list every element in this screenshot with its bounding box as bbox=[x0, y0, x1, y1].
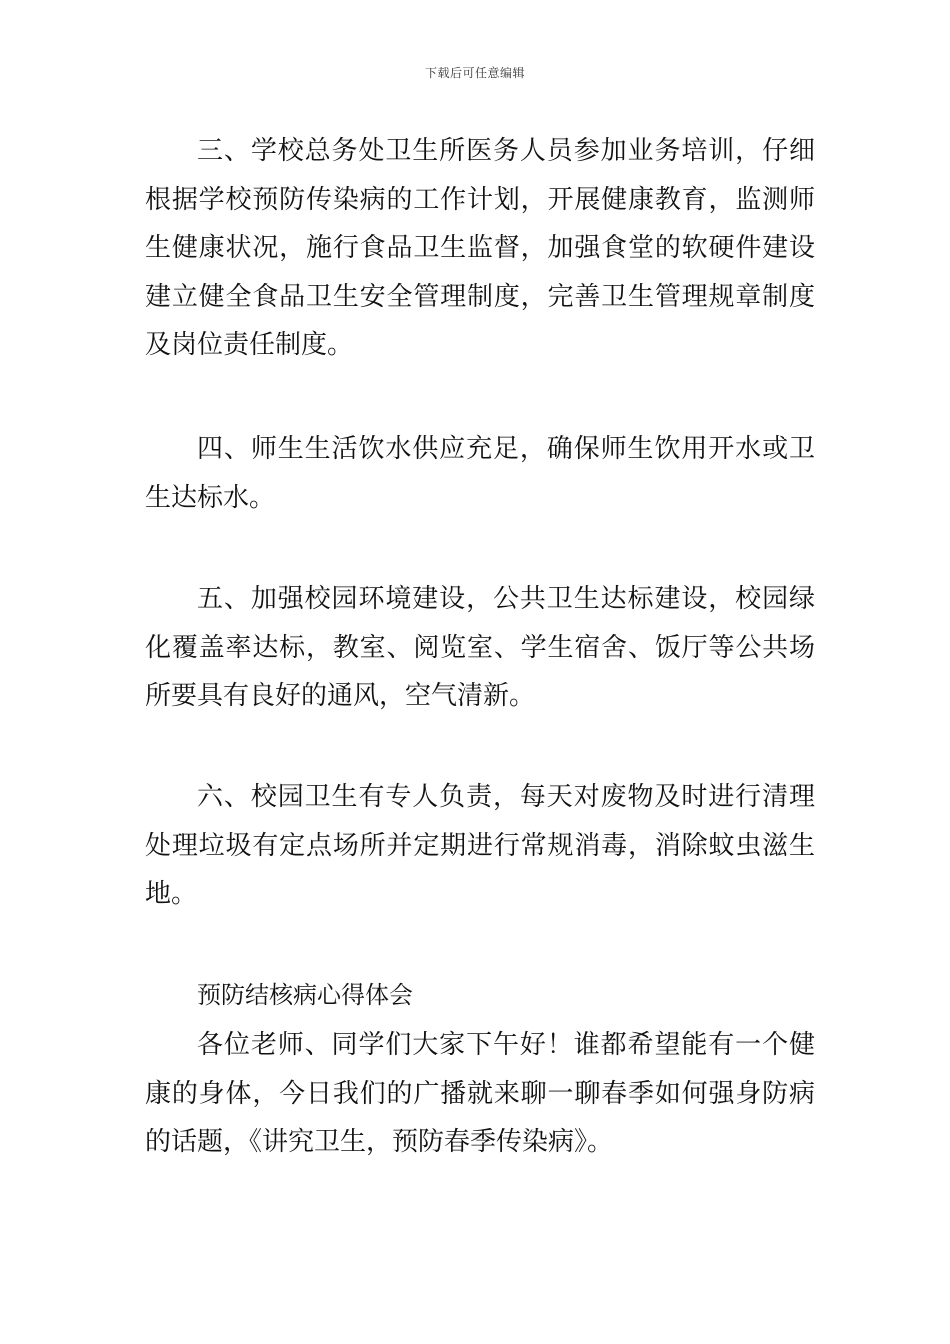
page-header-note: 下载后可任意编辑 bbox=[424, 66, 525, 80]
paragraph-item-6: 六、校园卫生有专人负责，每天对废物及时进行清理处理垃圾有定点场所并定期进行常规消毒，消除蚊虫滋生地。 bbox=[145, 782, 815, 909]
paragraph-item-5: 五、加强校园环境建设，公共卫生达标建设，校园绿化覆盖率达标，教室、阅览室、学生宿舍、饭厅等公共场所要具有良好的通风，空气清新。 bbox=[145, 584, 815, 711]
paragraph-item-4: 四、师生生活饮水供应充足，确保师生饮用开水或卫生达标水。 bbox=[145, 434, 815, 513]
section-intro-paragraph: 各位老师、同学们大家下午好！谁都希望能有一个健康的身体，今日我们的广播就来聊一聊春季如何强身防病的话题，《讲究卫生，预防春季传染病》。 bbox=[145, 1030, 815, 1157]
section-title: 预防结核病心得体会 bbox=[197, 981, 413, 1009]
paragraph-item-3: 三、学校总务处卫生所医务人员参加业务培训，仔细根据学校预防传染病的工作计划，开展健康教育，监测师生健康状况，施行食品卫生监督，加强食堂的软硬件建设建立健全食品卫生安全管理制度，完善卫生管理规章制度及岗位责任制度。 bbox=[145, 136, 815, 360]
